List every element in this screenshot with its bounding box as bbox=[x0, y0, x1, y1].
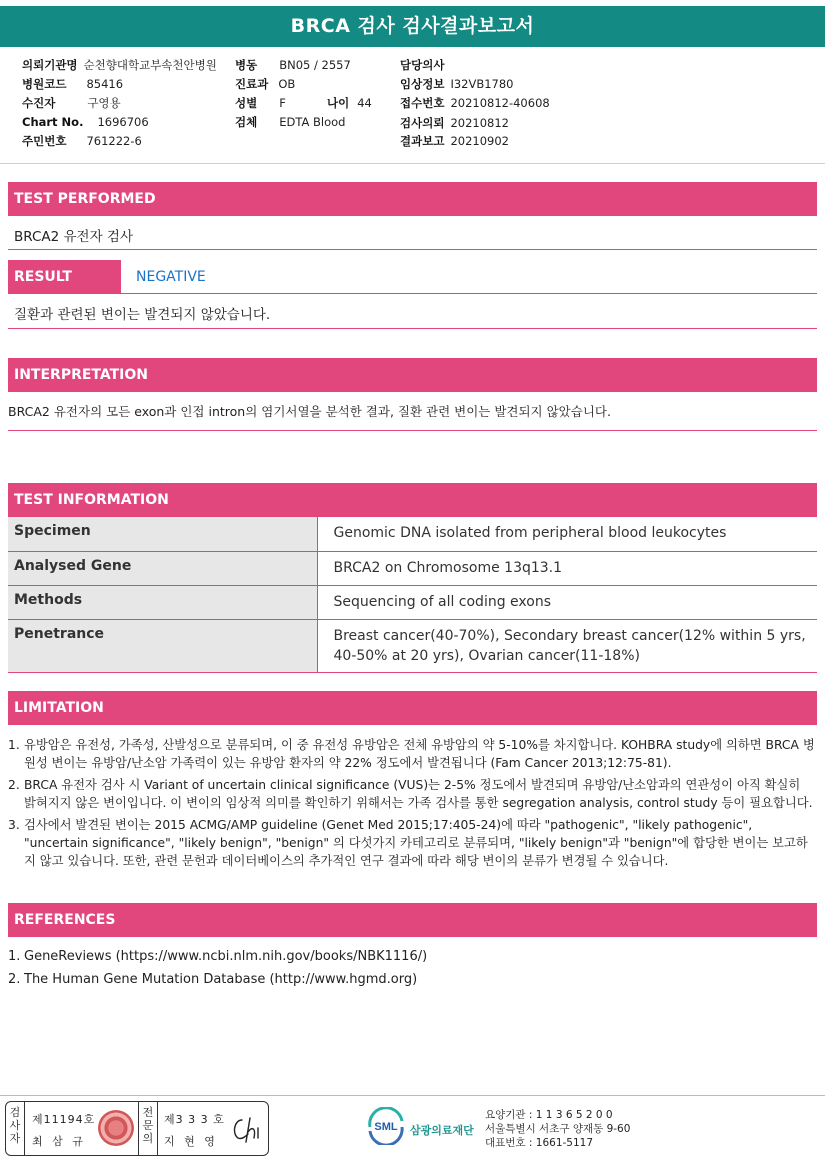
list-number: 2. bbox=[8, 778, 20, 792]
svg-text:SML: SML bbox=[374, 1121, 398, 1133]
result-value: NEGATIVE bbox=[136, 269, 206, 285]
table-row bbox=[8, 517, 817, 551]
list-item bbox=[8, 776, 816, 812]
footer-divider bbox=[0, 1095, 825, 1096]
seal-stamp bbox=[98, 1110, 134, 1146]
test-information-table bbox=[8, 517, 817, 673]
divider bbox=[138, 1102, 139, 1155]
list-item bbox=[8, 949, 816, 964]
interpretation-text: BRCA2 유전자의 모든 exon과 인접 intron의 염기서열을 분석한 결과, 질환 관련 변이는 발견되지 않았습니다. bbox=[8, 404, 611, 419]
list-number: 1. bbox=[8, 949, 21, 964]
lab-name: 삼광의료재단 bbox=[410, 1124, 474, 1137]
divider bbox=[8, 293, 817, 294]
table-row bbox=[8, 551, 817, 585]
sml-logo-icon bbox=[366, 1107, 406, 1145]
table-value: BRCA2 on Chromosome 13q13.1 bbox=[317, 551, 817, 585]
test-information-heading: TEST INFORMATION bbox=[8, 483, 817, 517]
hospital-code-field: 병원코드 85416 bbox=[22, 77, 124, 91]
list-item bbox=[8, 972, 816, 987]
test-performed-heading: TEST PERFORMED bbox=[8, 182, 817, 216]
recipient-field: 수진자 구영용 bbox=[22, 96, 121, 110]
lab-phone: 대표번호 : 1661-5117 bbox=[485, 1137, 594, 1149]
sex-field: 성별 F bbox=[235, 96, 286, 110]
table-value: Genomic DNA isolated from peripheral blood leukocytes bbox=[317, 517, 817, 551]
specialist-label: 전 문 의 bbox=[142, 1106, 154, 1145]
reference-link[interactable]: The Human Gene Mutation Database (http://www.hgmd.org) bbox=[24, 972, 418, 987]
specimen-field: 검체 EDTA Blood bbox=[235, 115, 346, 129]
list-item bbox=[8, 736, 816, 772]
divider bbox=[8, 249, 817, 250]
references-heading: REFERENCES bbox=[8, 903, 817, 937]
request-date-field: 검사의뢰 20210812 bbox=[400, 116, 509, 130]
result-text: 질환과 관련된 변이는 발견되지 않았습니다. bbox=[14, 307, 271, 323]
limitation-heading: LIMITATION bbox=[8, 691, 817, 725]
institution-field: 의뢰기관명 순천향대학교부속천안병원 bbox=[22, 58, 217, 72]
tester-name: 최 삼 규 bbox=[32, 1135, 86, 1148]
result-label: RESULT bbox=[8, 260, 121, 294]
report-title: BRCA 검사 검사결과보고서 bbox=[0, 6, 825, 47]
tester-license-no: 제11194호 bbox=[32, 1113, 96, 1126]
doctor-field: 담당의사 bbox=[400, 58, 445, 72]
lab-address: 서울특별시 서초구 양재동 9-60 bbox=[485, 1123, 631, 1135]
ward-field: 병동 BN05 / 2557 bbox=[235, 58, 351, 72]
lab-code: 요양기관 : 1 1 3 6 5 2 0 0 bbox=[485, 1109, 613, 1121]
divider bbox=[24, 1102, 25, 1155]
specialist-license-no: 제3 3 3 호 bbox=[164, 1113, 225, 1126]
test-performed-text: BRCA2 유전자 검사 bbox=[14, 229, 134, 245]
table-row bbox=[8, 619, 817, 672]
table-value: Breast cancer(40-70%), Secondary breast cancer(12% within 5 yrs, 40-50% at 20 yrs), Ovarian cancer(11-18%) bbox=[317, 619, 817, 672]
age-field: 나이 44 bbox=[327, 96, 372, 110]
table-value: Sequencing of all coding exons bbox=[317, 585, 817, 619]
lab-info bbox=[485, 1108, 630, 1150]
table-key: Penetrance bbox=[8, 619, 317, 672]
interpretation-heading: INTERPRETATION bbox=[8, 358, 817, 392]
divider bbox=[8, 430, 817, 431]
list-item bbox=[8, 816, 816, 870]
reference-link[interactable]: GeneReviews (https://www.ncbi.nlm.nih.gov/books/NBK1116/) bbox=[24, 949, 428, 964]
limitation-list bbox=[8, 736, 816, 874]
patient-info bbox=[0, 52, 825, 164]
list-text: BRCA 유전자 검사 시 Variant of uncertain clinical significance (VUS)는 2-5% 정도에서 발견되며 유방암/난소암과의 연관성이 아직 확실히 밝혀지지 않은 변이입니다. 이 변이의 임상적 의미를 확인하기 위해서는 가족 검사를 통한 segregation analysis, control study 등이 필요합니다. bbox=[24, 778, 813, 810]
list-number: 2. bbox=[8, 972, 21, 987]
chart-no-field: Chart No. 1696706 bbox=[22, 115, 149, 129]
result-row bbox=[8, 260, 817, 294]
divider bbox=[8, 328, 817, 329]
divider bbox=[157, 1102, 158, 1155]
list-number: 3. bbox=[8, 818, 20, 832]
table-key: Analysed Gene bbox=[8, 551, 317, 585]
accession-field: 접수번호 20210812-40608 bbox=[400, 96, 550, 110]
list-text: 검사에서 발견된 변이는 2015 ACMG/AMP guideline (Genet Med 2015;17:405-24)에 따라 "pathogenic", "likely pathogenic", "uncertain significance", "likely benign", "benign" 의 다섯가지 카테고리로 분류되며, "likely benign"과 "benign"에 합당한 변이는 보고하지 않고 있습니다. 또한, 관련 문헌과 데이터베이스의 추가적인 연구 결과에 따라 해당 변이의 분류가 변경될 수 있습니다. bbox=[24, 818, 808, 868]
tester-label: 검 사 자 bbox=[9, 1106, 21, 1145]
signature-box bbox=[5, 1101, 269, 1156]
table-key: Methods bbox=[8, 585, 317, 619]
report-date-field: 결과보고 20210902 bbox=[400, 134, 509, 148]
table-key: Specimen bbox=[8, 517, 317, 551]
table-row bbox=[8, 585, 817, 619]
order-field: 임상정보 I32VB1780 bbox=[400, 77, 514, 91]
list-number: 1. bbox=[8, 738, 20, 752]
dept-field: 진료과 OB bbox=[235, 77, 296, 91]
signature-image bbox=[228, 1112, 264, 1146]
resident-id-field: 주민번호 761222-6 bbox=[22, 134, 142, 148]
references-list bbox=[8, 949, 816, 995]
specialist-name: 지 현 영 bbox=[164, 1135, 218, 1148]
list-text: 유방암은 유전성, 가족성, 산발성으로 분류되며, 이 중 유전성 유방암은 전체 유방암의 약 5-10%를 차지합니다. KOHBRA study에 의하면 BRCA 병원성 변이는 유방암/난소암 가족력이 있는 유방암 환자의 약 22% 정도에서 발견됩니다 (Fam Cancer 2013;12:75-81). bbox=[24, 738, 815, 770]
